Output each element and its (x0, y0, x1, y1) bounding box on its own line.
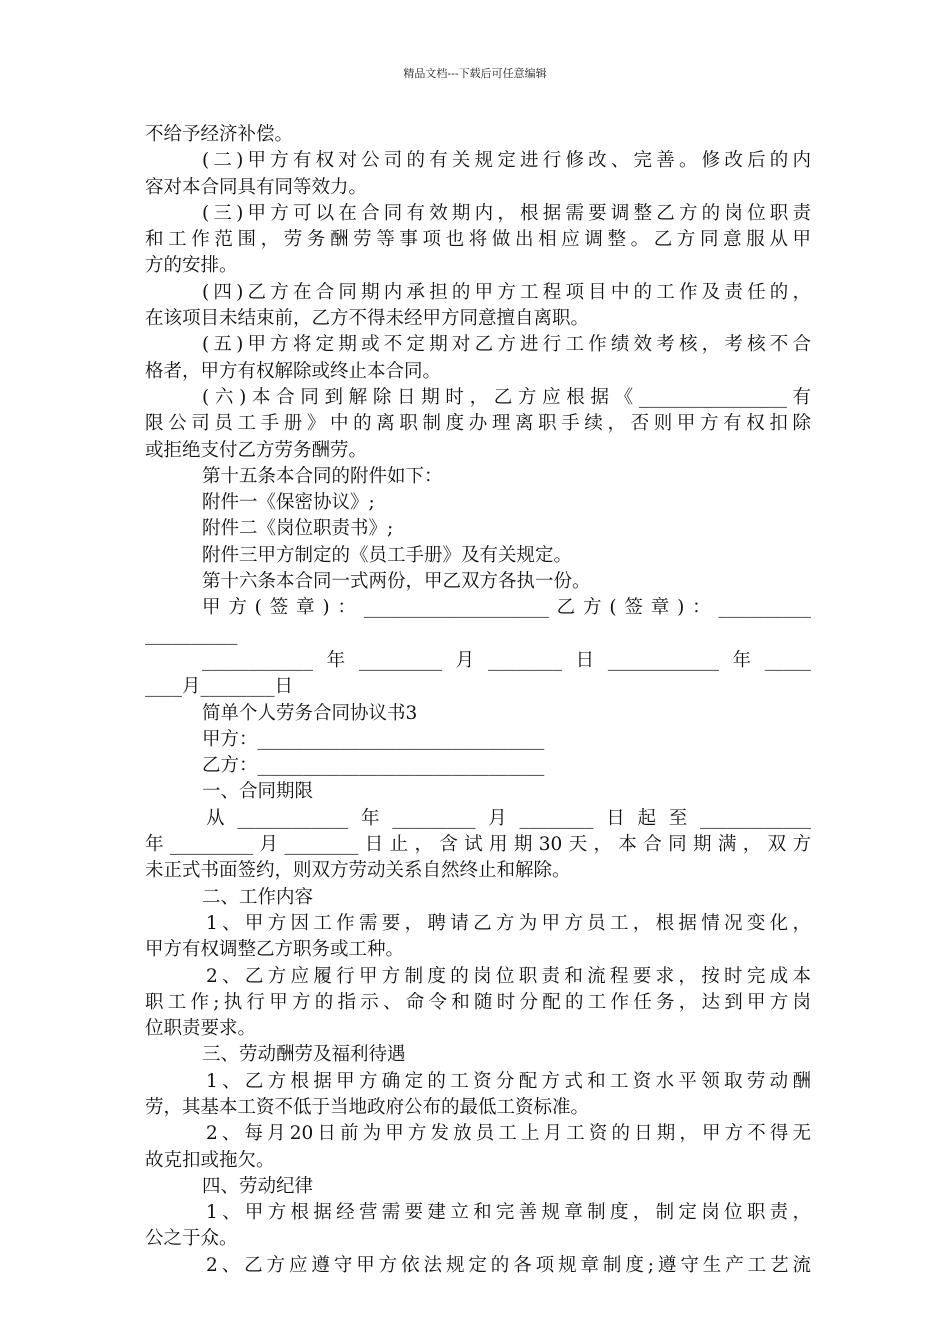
text-line: 三、劳动酬劳及福利待遇 (202, 1044, 406, 1066)
text-line: 或拒绝支付乙方劳务酬劳。 (145, 439, 368, 461)
text-line: 2、乙方应遵守甲方依法规定的各项规章制度;遵守生产工艺流 (206, 1254, 811, 1276)
text-line: (二)甲方有权对公司的有关规定进行修改、完善。修改后的内 (202, 150, 811, 172)
text-line: 简单个人劳务合同协议书3 (202, 702, 418, 724)
text-line: 四、劳动纪律 (202, 1175, 314, 1197)
text-line: 劳，其基本工资不低于当地政府公布的最低工资标准。 (145, 1096, 590, 1118)
text-line: 甲方(签章)：____________________乙方(签章)：__________ (202, 597, 811, 619)
text-line: 职工作;执行甲方的指示、命令和随时分配的工作任务，达到甲方岗 (145, 991, 811, 1013)
text-line: 第十六条本合同一式两份，甲乙双方各执一份。 (202, 571, 591, 593)
text-line: 和工作范围，劳务酬劳等事项也将做出相应调整。乙方同意服从甲 (145, 229, 811, 251)
text-line: 格者，甲方有权解除或终止本合同。 (145, 360, 442, 382)
document-body (145, 122, 811, 1279)
text-line: (三)甲方可以在合同有效期内，根据需要调整乙方的岗位职责 (202, 202, 811, 224)
text-line: 甲方：_______________________________ (202, 728, 545, 750)
text-line: 方的安排。 (145, 255, 238, 277)
text-line: 限公司员工手册》中的离职制度办理离职手续，否则甲方有权扣除 (145, 413, 811, 435)
text-line: 乙方：_______________________________ (202, 755, 545, 777)
text-line: 第十五条本合同的附件如下： (202, 465, 443, 487)
text-line: 甲方有权调整乙方职务或工种。 (145, 939, 405, 961)
text-line: 1、甲方因工作需要，聘请乙方为甲方员工，根据情况变化， (206, 912, 811, 934)
text-line: 故克扣或拖欠。 (145, 1149, 275, 1171)
text-line: (六)本合同到解除日期时，乙方应根据《________________有 (202, 386, 811, 408)
page-header: 精品文档---下载后可任意编辑 (403, 67, 547, 80)
text-line: 二、工作内容 (202, 886, 314, 908)
text-line: 公之于众。 (145, 1228, 238, 1250)
text-line: 附件一《保密协议》; (202, 492, 375, 514)
text-line: 附件三甲方制定的《员工手册》及有关规定。 (202, 544, 573, 566)
text-line: 在该项目未结束前，乙方不得未经甲方同意擅自离职。 (145, 308, 590, 330)
text-line: 1、乙方根据甲方确定的工资分配方式和工资水平领取劳动酬 (206, 1070, 811, 1092)
text-line: ____________年_________月________日____________年_____ (202, 649, 811, 671)
text-line: 位职责要求。 (145, 1018, 257, 1040)
text-line: 2、乙方应履行甲方制度的岗位职责和流程要求，按时完成本 (206, 965, 811, 987)
text-line: (五)甲方将定期或不定期对乙方进行工作绩效考核，考核不合 (202, 334, 811, 356)
text-line: 容对本合同具有同等效力。 (145, 176, 368, 198)
text-line: (四)乙方在合同期内承担的甲方工程项目中的工作及责任的， (202, 281, 811, 303)
text-line: ____月________日 (145, 676, 294, 698)
text-line: 不给予经济补偿。 (145, 124, 294, 145)
text-line: 从____________年_________月________日起至____________ (206, 807, 811, 829)
text-line: 年_________月________日止，含试用期30天，本合同期满，双方 (145, 834, 811, 856)
text-line: 未正式书面签约，则双方劳动关系自然终止和解除。 (145, 860, 571, 882)
text-line: 2、每月20日前为甲方发放员工上月工资的日期，甲方不得无 (206, 1123, 811, 1145)
text-line: 附件二《岗位职责书》; (202, 518, 394, 540)
text-line: __________ (145, 623, 238, 645)
text-line: 一、合同期限 (202, 781, 314, 803)
text-line: 1、甲方根据经营需要建立和完善规章制度，制定岗位职责， (206, 1202, 811, 1224)
